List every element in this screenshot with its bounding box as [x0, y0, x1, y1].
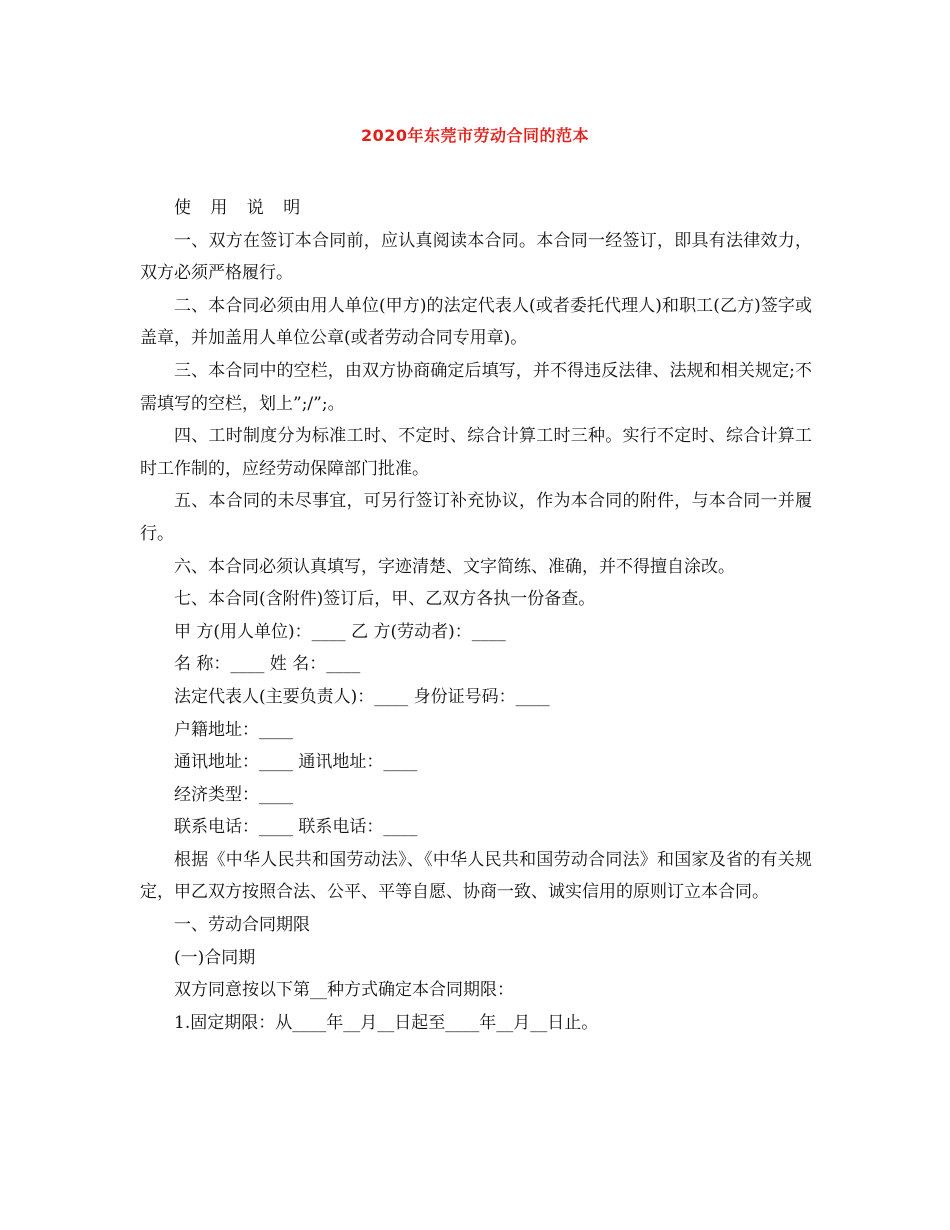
phone-line: 联系电话：____ 联系电话：____	[174, 817, 418, 838]
household-address-line: 户籍地址：____	[174, 719, 293, 740]
document-body	[140, 192, 812, 1039]
economic-type-line: 经济类型：____	[174, 784, 293, 805]
subsection-heading-period: (一)合同期	[174, 947, 256, 968]
fixed-term-item: 1.固定期限：从____年__月__日起至____年__月__日止。	[174, 1012, 599, 1033]
instruction-item-7: 七、本合同(含附件)签订后，甲、乙双方各执一份备查。	[174, 589, 596, 610]
section-heading-term: 一、劳动合同期限	[174, 915, 310, 936]
instructions-heading: 使 用 说 明	[174, 198, 308, 218]
instruction-item-4: 四、工时制度分为标准工时、不定时、综合计算工时三种。实行不定时、综合计算工时工作制的，应经劳动保障部门批准。	[140, 426, 812, 479]
instruction-item-6: 六、本合同必须认真填写，字迹清楚、文字简练、准确，并不得擅自涂改。	[174, 556, 735, 577]
representative-line: 法定代表人(主要负责人)：____ 身份证号码：____	[174, 686, 550, 707]
mailing-address-line: 通讯地址：____ 通讯地址：____	[174, 752, 418, 773]
name-line: 名 称：____ 姓 名：____	[174, 654, 361, 675]
term-option-paragraph: 双方同意按以下第__种方式确定本合同期限：	[174, 980, 514, 1001]
party-line: 甲 方(用人单位)：____ 乙 方(劳动者)：____	[174, 621, 506, 642]
instruction-item-5: 五、本合同的未尽事宜，可另行签订补充协议，作为本合同的附件，与本合同一并履行。	[140, 491, 812, 544]
legal-basis-paragraph: 根据《中华人民共和国劳动法》、《中华人民共和国劳动合同法》和国家及省的有关规定，甲乙双方按照合法、公平、平等自愿、协商一致、诚实信用的原则订立本合同。	[140, 849, 812, 903]
instruction-item-3: 三、本合同中的空栏，由双方协商确定后填写，并不得违反法律、法规和相关规定;不需填写的空栏，划上”;/”;。	[140, 360, 812, 414]
instruction-item-2: 二、本合同必须由用人单位(甲方)的法定代表人(或者委托代理人)和职工(乙方)签字或盖章，并加盖用人单位公章(或者劳动合同专用章)。	[140, 295, 812, 349]
instruction-item-1: 一、双方在签订本合同前，应认真阅读本合同。本合同一经签订，即具有法律效力，双方必须严格履行。	[140, 230, 812, 284]
document-title: 2020年东莞市劳动合同的范本	[360, 126, 590, 145]
